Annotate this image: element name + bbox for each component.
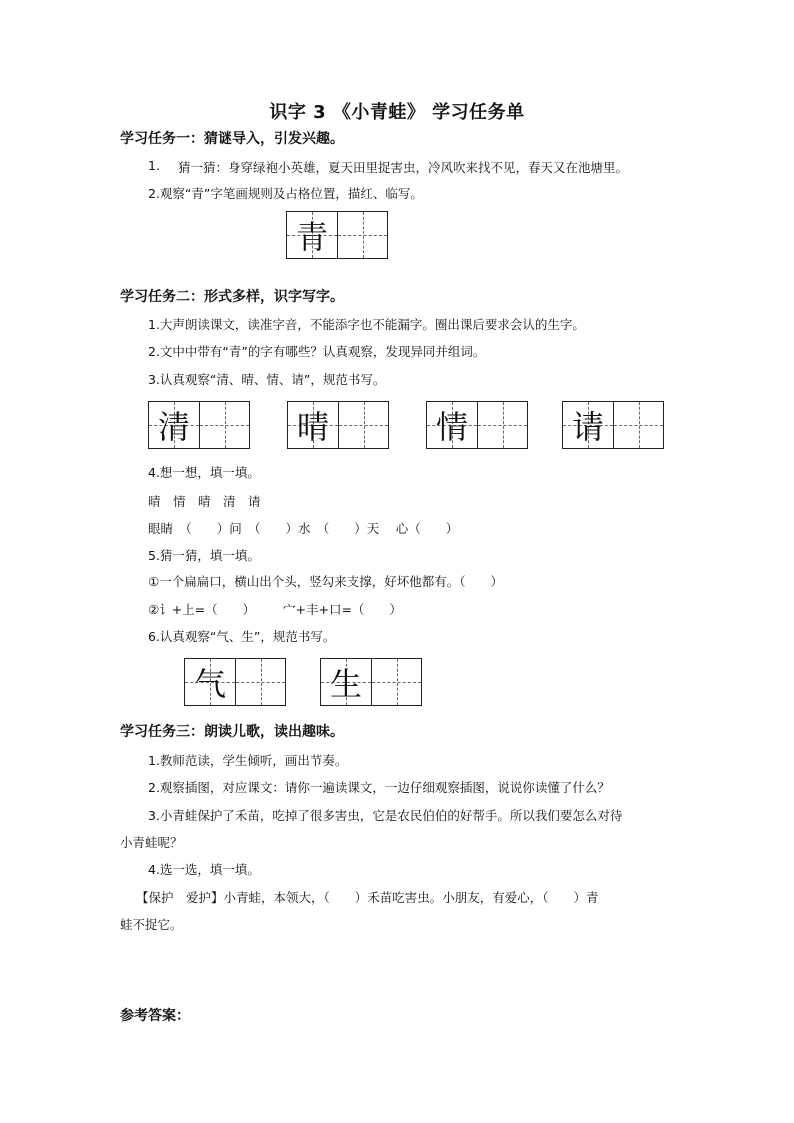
grid-cell-sample [185,659,235,705]
task3-fill-line2: 蛙不捉它。 [120,917,183,932]
task3-item4: 4.选一选，填一填。 [148,862,260,877]
task3-item2: 2.观察插图，对应课文：请你一遍读课文，一边仔细观察插图，说说你读懂了什么？ [148,780,610,795]
writing-grid-qing3 [287,401,389,449]
grid-cell-sample [288,402,338,448]
task3-heading: 学习任务三：朗读儿歌，读出趣味。 [120,724,344,740]
grid-cell [338,402,388,448]
writing-grid-qi [184,658,286,706]
task3-item1: 1.教师范读，学生倾听，画出节奏。 [148,753,348,768]
grid-cell-sample [427,402,477,448]
grid-cell [371,659,421,705]
task3-item3-line2: 小青蛙呢？ [120,835,183,850]
task1-item1-number: 1. [148,158,160,173]
task2-item1: 1.大声朗读课文，读准字音，不能添字也不能漏字。圈出课后要求会认的生字。 [148,317,585,332]
task3-fill-line1: 【保护 爱护】小青蛙，本领大，（ ）禾苗吃害虫。小朋友，有爱心，（ ）青 [136,890,599,905]
riddle-1: ①一个扁扁口，横山出个头，竖勾来支撑，好坏他都有。（ ） [148,574,503,589]
task2-item2: 2.文中中带有“青”的字有哪些？认真观察，发现异同并组词。 [148,344,486,359]
task3-item3-line1: 3.小青蛙保护了禾苗，吃掉了很多害虫，它是农民伯伯的好帮手。所以我们要怎么对待 [148,808,623,823]
task1-heading: 学习任务一：猜谜导入，引发兴趣。 [120,131,344,147]
grid-cell-sample [287,212,337,258]
task2-item3: 3.认真观察“清、晴、情、请”，规范书写。 [148,372,386,387]
riddle-2b: 宀+丰+口=（ ） [283,602,402,617]
grid-cell [477,402,527,448]
grid-cell [235,659,285,705]
grid-cell [199,402,249,448]
riddle-2a: ②讠+上=（ ） [148,602,256,617]
writing-grid-qing4 [426,401,528,449]
sample-char: 气 [193,665,226,703]
writing-grid-qing [286,211,388,259]
sample-char: 青 [295,218,328,256]
task1-item1-text: 猜一猜：身穿绿袍小英雄，夏天田里捉害虫，冷风吹来找不见，春天又在池塘里。 [178,160,629,175]
task1-item2: 2.观察“青”字笔画规则及占格位置，描红、临写。 [148,186,423,201]
grid-cell-sample [321,659,371,705]
writing-grid-sheng [320,658,422,706]
sample-char: 请 [571,408,604,446]
task2-item6: 6.认真观察“气、生”，规范书写。 [148,629,336,644]
grid-cell [613,402,663,448]
writing-grid-qing2 [148,401,250,449]
grid-cell [337,212,387,258]
sample-char: 清 [157,408,190,446]
writing-grid-qing5 [562,401,664,449]
answers-heading: 参考答案： [120,1008,190,1024]
sample-char: 生 [329,665,362,703]
fill-in-line: 眼睛 （ ）问 （ ）水 （ ）天 心（ ） [148,521,459,536]
task2-item5: 5.猜一猜，填一填。 [148,548,260,563]
grid-cell-sample [149,402,199,448]
grid-cell-sample [563,402,613,448]
task2-item4: 4.想一想，填一填。 [148,465,260,480]
sample-char: 晴 [296,408,329,446]
sample-char: 情 [435,408,468,446]
word-bank: 晴 情 晴 清 请 [148,494,261,509]
page-title: 识字 3 《小青蛙》 学习任务单 [269,102,525,123]
task2-heading: 学习任务二：形式多样，识字写字。 [120,289,344,305]
